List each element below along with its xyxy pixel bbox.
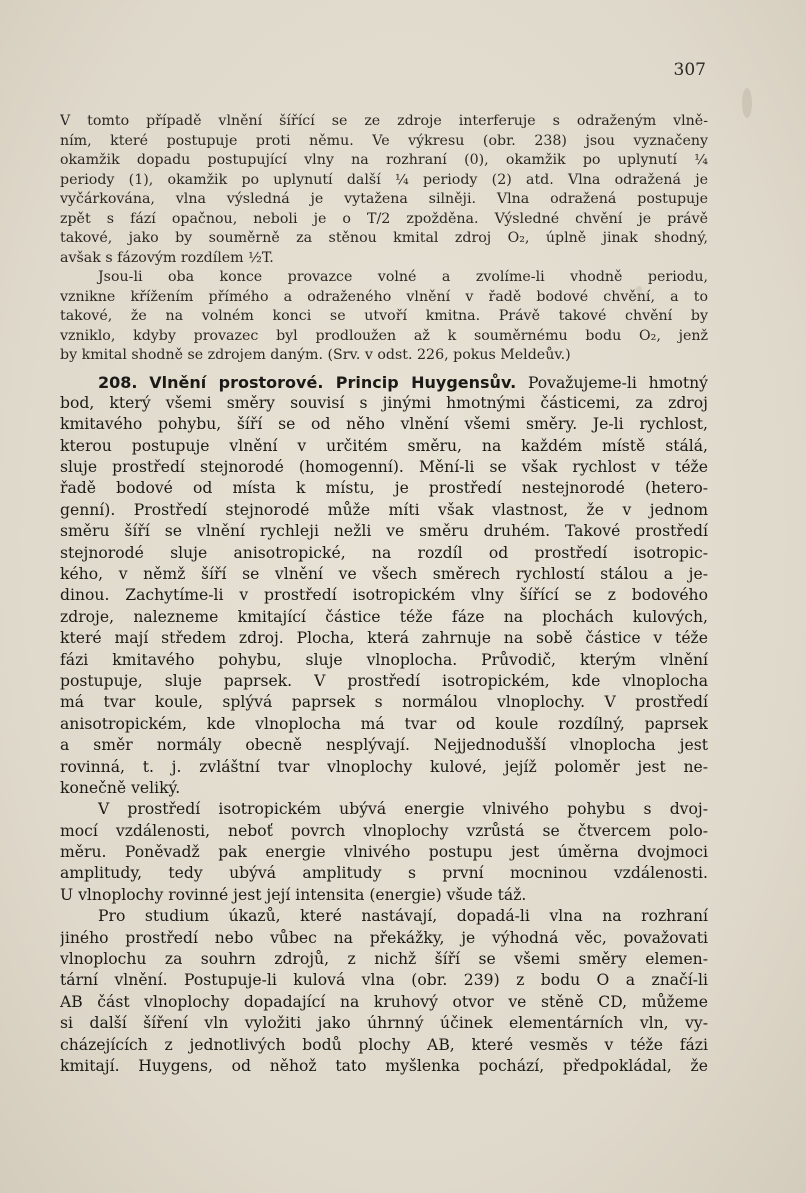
text-line: vyčárkována, vlna výsledná je vytažena silněji. Vlna odražená postupuje <box>60 191 708 207</box>
text-line: směru šíří se vlnění rychleji nežli ve směru druhém. Takové prostředí <box>60 522 708 541</box>
text-line: U vlnoplochy rovinné jest její intensita (energie) všude táž. <box>60 885 527 904</box>
text-line: bod, který všemi směry souvisí s jinými hmotnými částicemi, za zdroj <box>60 393 708 412</box>
text-line: mocí vzdálenosti, neboť povrch vlnoplochy vzrůstá se čtvercem polo- <box>60 821 708 840</box>
text-line: vlnoplochu za souhrn zdrojů, z nichž šíří se všemi směry elemen- <box>60 950 708 969</box>
text-line: konečně veliký. <box>60 778 181 797</box>
text-line: které mají středem zdroj. Plocha, která zahrnuje na sobě částice v téže <box>60 629 708 648</box>
text-line: má tvar koule, splývá paprsek s normálou vlnoplochy. V prostředí <box>60 693 708 712</box>
text-line: rovinná, t. j. zvláštní tvar vlnoplochy kulové, jejíž poloměr jest ne- <box>60 757 708 776</box>
text-line: postupuje, sluje paprsek. V prostředí isotropickém, kde vlnoplocha <box>60 671 708 690</box>
text-line: fázi kmitavého pohybu, sluje vlnoplocha. Průvodič, kterým vlnění <box>60 650 708 669</box>
text-line: V tomto případě vlnění šířící se ze zdroje interferuje s odraženým vlně- <box>60 113 708 129</box>
text-line: si další šíření vln vyložiti jako úhrnný účinek elementárních vln, vy- <box>60 1014 708 1033</box>
text-line: takové, jako by souměrně za stěnou kmital zdroj O₂, úplně jinak shodný, <box>60 230 708 246</box>
text-line: AB část vlnoplochy dopadající na kruhový otvor ve stěně CD, můžeme <box>60 992 708 1011</box>
intro-paragraph <box>60 112 708 268</box>
text-line: zdroje, nalezneme kmitající částice téže fáze na plochách kulových, <box>60 607 708 626</box>
text-line: kterou postupuje vlnění v určitém směru, na každém místě stálá, <box>60 436 708 455</box>
text-line: dinou. Zachytíme-li v prostředí isotropickém vlny šířící se z bodového <box>60 586 708 605</box>
section-first-line-text: Považujeme-li hmotný <box>527 373 708 392</box>
page-text <box>60 112 708 1077</box>
text-line: takové, že na volném konci se utvoří kmitna. Právě takové chvění by <box>60 308 708 324</box>
text-line: stejnorodé sluje anisotropické, na rozdíl od prostředí isotropic- <box>60 543 708 562</box>
text-line: kého, v němž šíří se vlnění ve všech směrech rychlostí stálou a je- <box>60 565 708 584</box>
text-line: by kmital shodně se zdrojem daným. (Srv. v odst. 226, pokus Meldeův.) <box>60 347 571 363</box>
text-line: jiného prostředí nebo vůbec na překážky, je výhodná věc, považovati <box>60 928 708 947</box>
text-line: Pro studium úkazů, které nastávají, dopadá-li vlna na rozhraní <box>98 907 708 926</box>
paper-smudge <box>742 88 752 118</box>
text-line: vznikne křížením přímého a odraženého vlnění v řadě bodové chvění, a to <box>60 288 708 305</box>
section-number: 208. <box>98 372 138 392</box>
text-line: periody (1), okamžik po uplynutí další ¼ periody (2) atd. Vlna odražená je <box>60 171 708 188</box>
text-line: řadě bodové od místa k místu, je prostředí nestejnorodé (hetero- <box>60 479 708 498</box>
text-line: okamžik dopadu postupující vlny na rozhraní (0), okamžik po uplynutí ¼ <box>60 152 708 168</box>
text-line: genní). Prostředí stejnorodé může míti však vlastnost, že v jednom <box>60 500 708 519</box>
text-line: ním, které postupuje proti němu. Ve výkresu (obr. 238) jsou vyznačeny <box>60 132 708 149</box>
section-208 <box>60 372 708 800</box>
text-line: Jsou-li oba konce provazce volné a zvolíme-li vhodně periodu, <box>98 269 708 285</box>
text-line: měru. Poněvadž pak energie vlnivého postupu jest úměrna dvojmoci <box>60 843 708 862</box>
section-title: Vlnění prostorové. Princip Huygensův. <box>149 372 517 392</box>
energy-paragraph <box>60 799 708 906</box>
text-line: amplitudy, tedy ubývá amplitudy s první mocninou vzdálenosti. <box>60 864 708 883</box>
text-line: vzniklo, kdyby provazec byl prodloužen až k souměrnému bodu O₂, jenž <box>60 327 708 344</box>
text-line: cházejících z jednotlivých bodů plochy AB, které vesměs v téže fázi <box>60 1035 708 1054</box>
huygens-paragraph <box>60 906 708 1077</box>
text-line: sluje prostředí stejnorodé (homogenní). Mění-li se však rychlost v téže <box>60 458 708 477</box>
text-line: kmitají. Huygens, od něhož tato myšlenka pochází, předpokládal, že <box>60 1057 708 1075</box>
page-number: 307 <box>673 60 706 80</box>
text-line: a směr normály obecně nesplývají. Nejjednodušší vlnoplocha jest <box>60 736 708 755</box>
text-line: tární vlnění. Postupuje-li kulová vlna (obr. 239) z bodu O a značí-li <box>60 971 708 990</box>
text-line: kmitavého pohybu, šíří se od něho vlnění všemi směry. Je-li rychlost, <box>60 415 708 434</box>
section-heading-line <box>60 372 708 393</box>
text-line: zpět s fází opačnou, neboli je o T/2 zpožděna. Výsledné chvění je právě <box>60 210 708 227</box>
free-end-paragraph <box>60 268 708 366</box>
text-line: anisotropickém, kde vlnoplocha má tvar od koule rozdílný, paprsek <box>60 714 708 733</box>
text-line: V prostředí isotropickém ubývá energie vlnivého pohybu s dvoj- <box>98 800 708 819</box>
text-line: avšak s fázovým rozdílem ½T. <box>60 249 274 266</box>
